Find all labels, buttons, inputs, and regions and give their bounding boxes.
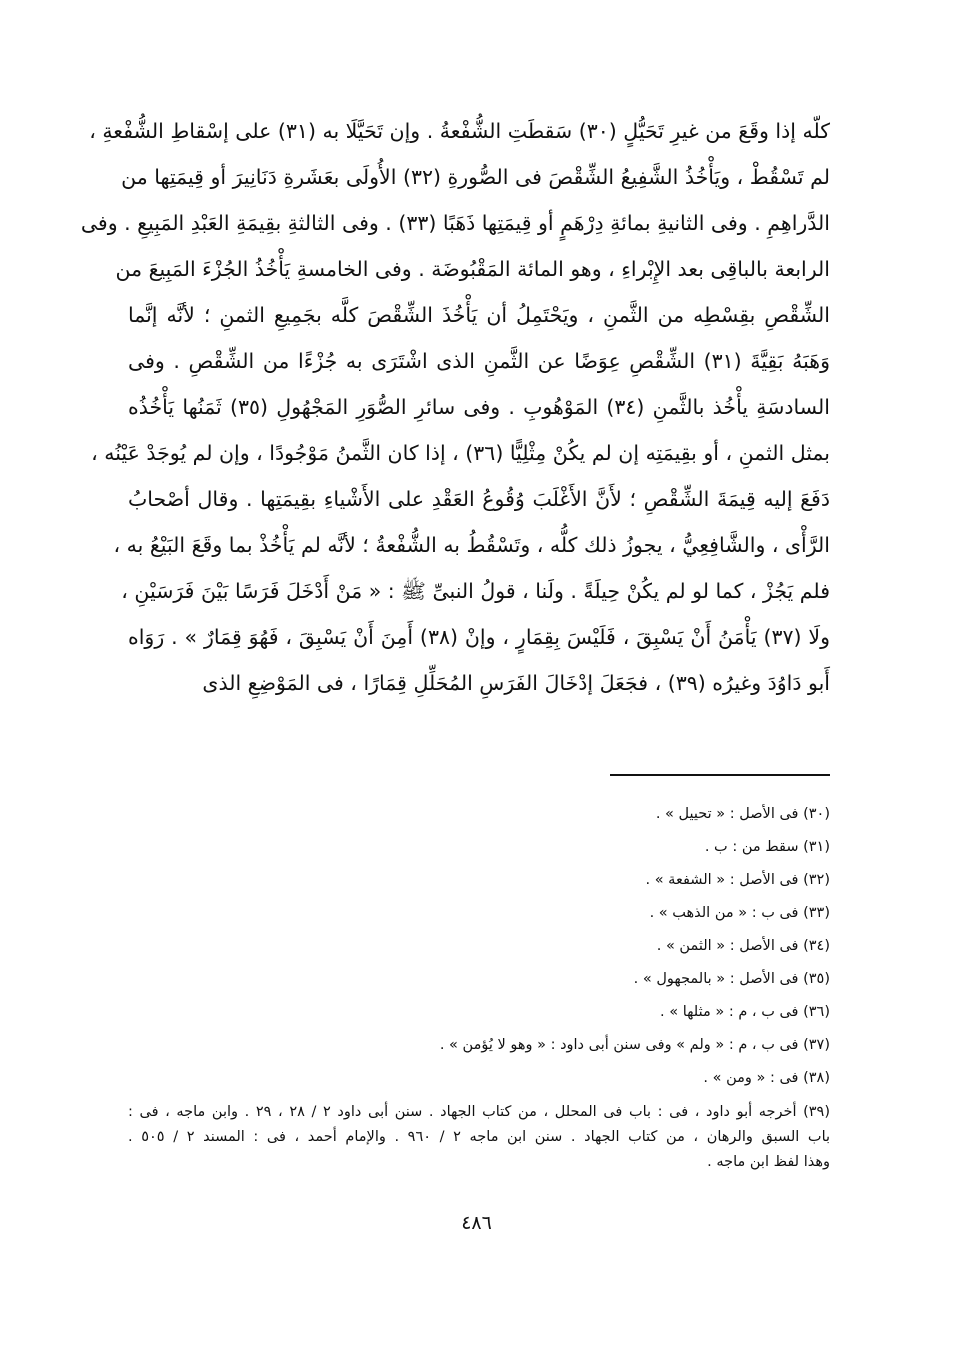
footnote: (٣٨) فى : « ومن » . <box>703 1070 830 1086</box>
text-line: فلم يَجُزْ ، كما لو لم يكُنْ حِيلَةً . ولَنا ، قولُ النبىِّ ﷺ : « مَنْ أَدْخَلَ فَرَسًا بَيْنَ فَرَسَيْنِ ، <box>121 579 830 603</box>
footnote: (٣٠) فى الأصل : « تحييل » . <box>655 806 830 822</box>
footnote-separator <box>610 774 830 776</box>
footnote-line: (٣٩) أخرجه أبو داود ، فى : باب فى المحلل ، من كتاب الجهاد . سنن أبى داود ٢ / ٢٨ ، ٢٩ . وابن ماجه ، فى : <box>128 1104 831 1120</box>
text-line: وَهَبَهُ بَقِيَّةَ (٣١) الشِّقْصِ عِوَضًا عن الثَّمنِ الذى اشْتَرَى به جُزْءًا من الشِّقْصِ . وفى <box>128 349 830 373</box>
text-line: الدَّراهِمِ . وفى الثانيةِ بمائةِ دِرْهَمٍ أو قِيمَتِها ذَهَبًا (٣٣) . وفى الثالثةِ بقِيمَةِ العَبْدِ المَبِيعِ . وفى <box>80 211 830 235</box>
text-line: كلّه إذا وقَعَ من غيرِ تَحَيُّلٍ (٣٠) سَقطَتِ الشُّفْعةُ . وإن تَحَيَّلَا به (٣١) على إسْقاطِ الشُّفْعةِ ، <box>89 119 830 143</box>
footnote: (٣١) سقط من : ب . <box>704 839 830 855</box>
footnote: (٣٥) فى الأصل : « بالمجهول » . <box>633 971 830 987</box>
text-line: دَفَعَ إليه قِيمَةَ الشِّقْصِ ؛ لأَنَّ الأَغْلَبَ وُقُوعُ العَقْدِ على الأَشْياءِ بقِيمَتِها . وقال أصْحابُ <box>128 487 830 511</box>
text-line: ولَا (٣٧) يَأْمَنُ أَنْ يَسْبِقَ ، فَلَيْسَ بِقِمَارٍ ، وإنْ (٣٨) أَمِنَ أَنْ يَسْبِقَ ، فَهُوَ قِمَارٌ » . رَوَاه <box>128 625 831 649</box>
footnote-39 <box>128 1100 830 1175</box>
text-line: الرابعة بالباقِى بعد الإِبْراءِ ، وهو المائة المَقْبُوضَة . وفى الخامسةِ يَأْخُذُ الجُزْءَ المَبِيعَ من <box>115 257 830 281</box>
footnotes-block <box>128 798 830 1175</box>
footnote: (٣٣) فى ب : « من الذهب » . <box>649 905 830 921</box>
text-line: أَبو دَاوُدَ وغيرُه (٣٩) ، فجَعَلَ إدْخَالَ الفَرَسِ المُحَلِّلِ قِمَارًا ، فى المَوْضِعِ الذى <box>202 671 830 695</box>
text-line: السادسَةِ يأْخُذ بالثَّمنِ (٣٤) المَوْهُوبِ . وفى سائرِ الصُّوَرِ المَجْهُولِ (٣٥) ثَمَنُها يَأْخُذُه <box>128 395 830 419</box>
footnote: (٣٧) فى ب ، م : « ولم » وفى سنن أبى داود : « وهو لا يُؤمن » . <box>439 1037 830 1053</box>
footnote: (٣٦) فى ب ، م : « مثلها » . <box>660 1004 830 1020</box>
main-text-block <box>80 108 831 706</box>
text-line: الرَّأْى ، والشَّافِعِيُّ ، يجوزُ ذلك كلُّه ، وتَسْقُطُ به الشُّفْعةُ ؛ لأنَّه لم يَأْخُذْ بما وقَعَ البَيْعُ به ، <box>113 533 830 557</box>
text-line: لم تَسْقُطْ ، ويَأْخُذُ الشَّفِيعُ الشِّقْصَ فى الصُّورةِ (٣٢) الأُولَى بعَشَرةِ دَنَانِيرَ أو قِيمَتِها من <box>121 165 830 189</box>
footnote-line: وهذا لفظ ابن ماجه . <box>707 1154 830 1170</box>
text-line: بمثل الثمنِ ، أو بقِيمَتِه إن لم يكُنْ مِثْلِيًّا (٣٦) ، إذا كان الثَّمنُ مَوْجُودًا ، وإن لم يُوجَدْ عَيْنُه ، <box>91 441 830 465</box>
footnote-line: باب السبق والرهان ، من كتاب الجهاد . سنن ابن ماجه ٢ / ٩٦٠ . والإمام أحمد ، فى : المسند ٢ / ٥٠٥ . <box>128 1129 831 1145</box>
footnote: (٣٢) فى الأصل : « الشفعة » . <box>645 872 830 888</box>
text-line: الشِّقْصِ بقِسْطِه من الثَّمنِ ، ويَحْتَمِلُ أن يَأْخُذَ الشِّقْصَ كلَّه بجَمِيعِ الثمنِ ؛ لأنَّه إنَّما <box>128 303 830 327</box>
page-number: ٤٨٦ <box>461 1212 492 1234</box>
footnote: (٣٤) فى الأصل : « الثمن » . <box>656 938 830 954</box>
